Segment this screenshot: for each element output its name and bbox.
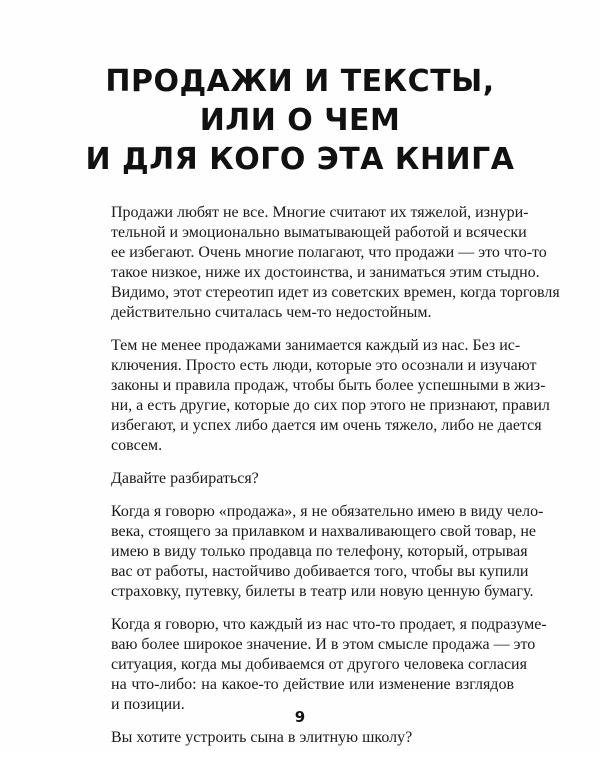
chapter-title-line: ПРОДАЖИ И ТЕКСТЫ, [105,64,495,99]
paragraph [111,502,544,602]
text-line: законы и правила продаж, чтобы быть более успешными в жиз- [111,377,546,394]
paragraph [111,203,560,323]
paragraph [111,728,514,748]
text-line: страховку, путевку, билеты в театр или новую ценную бумагу. [111,583,534,600]
text-line: имею в виду только продавца по телефону, который, отрывая [111,543,528,560]
body-text [111,203,560,761]
text-line: такое низкое, ниже их достоинства, и заниматься этим стыдно. [111,264,540,281]
text-line: Продажи любят не все. Многие считают их тяжелой, изнури- [111,204,529,221]
text-line: ни, а есть другие, которые до сих пор этого не признают, правил [111,397,550,414]
text-line: ключения. Просто есть люди, которые это осознали и изучают [111,357,537,374]
text-line: на что-либо: на какое-то действие или изменение взглядов [111,676,514,693]
text-line: Видимо, этот стереотип идет из советских времен, когда торговля [111,284,560,301]
text-line: тельной и эмоционально выматывающей работой и всячески [111,224,527,241]
text-line: века, стоящего за прилавком и нахваливающего свой товар, не [111,523,537,540]
paragraph [111,469,514,489]
chapter-title [0,62,600,179]
text-line: избегают, и успех либо дается им очень тяжело, либо не дается [111,417,542,434]
text-line: и позиции. [111,696,185,713]
text-line: совсем. [111,437,163,454]
paragraph [111,615,547,715]
chapter-title-line: ИЛИ О ЧЕМ [199,103,401,138]
paragraph [111,336,550,456]
text-line: ее избегают. Очень многие полагают, что продажи — это что-то [111,244,547,261]
text-line: Давайте разбираться? [111,470,259,487]
text-line: Когда я говорю «продажа», я не обязательно имею в виду чело- [111,503,544,520]
text-line: ситуация, когда мы добиваемся от другого человека согласия [111,656,527,673]
text-line: Когда я говорю, что каждый из нас что-то продает, я подразуме- [111,616,547,633]
text-line: вас от работы, настойчиво добивается того, чтобы вы купили [111,563,529,580]
text-line: Тем не менее продажами занимается каждый из нас. Без ис- [111,337,521,354]
text-line: Вы хотите устроить сына в элитную школу? [111,729,413,746]
text-line: ваю более широкое значение. И в этом смысле продажа — это [111,636,536,653]
text-line: действительно считалась чем-то недостойным. [111,304,432,321]
page-number: 9 [294,708,306,726]
chapter-title-line: И ДЛЯ КОГО ЭТА КНИГА [85,142,515,177]
